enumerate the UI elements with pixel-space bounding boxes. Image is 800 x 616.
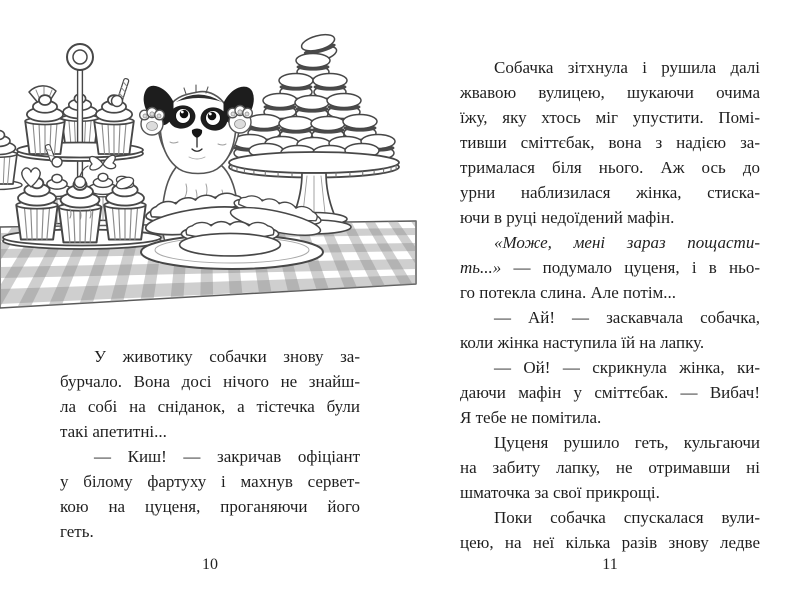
hotdog-plate bbox=[141, 189, 325, 269]
text-line bbox=[460, 205, 760, 230]
text-run: трималася біля нього. Аж ось до bbox=[460, 158, 760, 177]
text-run: цею, на неї кілька разів знову ледве bbox=[460, 533, 760, 552]
page-number-left: 10 bbox=[202, 556, 218, 573]
text-line bbox=[60, 469, 360, 494]
text-line bbox=[460, 380, 760, 405]
text-line bbox=[460, 530, 760, 555]
text-run: Я тебе не помітила. bbox=[460, 408, 602, 427]
text-line bbox=[460, 280, 760, 305]
hotdog bbox=[180, 222, 281, 256]
text-line bbox=[60, 394, 360, 419]
text-run: — Киш! — закричав офіціант bbox=[94, 447, 360, 466]
text-line bbox=[460, 330, 760, 355]
text-run: го потекла слина. Але потім... bbox=[460, 283, 677, 302]
text-line bbox=[460, 55, 760, 80]
text-run: жвавою вулицею, шукаючи очима bbox=[460, 83, 760, 102]
book-illustration bbox=[0, 6, 418, 312]
text-run: ла собі на сніданок, а тістечка були bbox=[60, 397, 360, 416]
text-line bbox=[460, 230, 760, 255]
text-line bbox=[60, 419, 360, 444]
text-run: шматочка за свої прикрощі. bbox=[460, 483, 660, 502]
text-run: Собачка зітхнула і рушила далі bbox=[494, 58, 760, 77]
text-run: на забиту лапку, не отримавши ні bbox=[460, 458, 760, 477]
text-line bbox=[60, 494, 360, 519]
text-run: коли жінка наступила їй на лапку. bbox=[460, 333, 705, 352]
text-line bbox=[460, 105, 760, 130]
text-line bbox=[60, 519, 360, 544]
text-line bbox=[460, 355, 760, 380]
text-run: даючи мафін у сміттєбак. — Вибач! bbox=[460, 383, 760, 402]
text-line bbox=[460, 505, 760, 530]
text-line bbox=[460, 405, 760, 430]
text-run: — Ай! — заскавчала собачка, bbox=[494, 308, 760, 327]
cherry bbox=[52, 157, 62, 167]
text-line bbox=[60, 369, 360, 394]
text-run: — подумало цуценя, і в ньо- bbox=[501, 258, 760, 277]
cupcake bbox=[25, 95, 65, 154]
text-run: кою на цуценя, проганяючи його bbox=[60, 497, 360, 516]
text-run: У животику собачки знову за- bbox=[94, 347, 360, 366]
text-line bbox=[460, 430, 760, 455]
text-line bbox=[460, 480, 760, 505]
italic-text-run: «Може, мені зараз пощасти- bbox=[494, 233, 760, 252]
candy-ball bbox=[112, 96, 123, 107]
text-line bbox=[460, 80, 760, 105]
cupcake-partial bbox=[0, 131, 17, 185]
cupcake-stand bbox=[0, 44, 161, 249]
cherry bbox=[75, 177, 86, 188]
text-line bbox=[460, 455, 760, 480]
text-line bbox=[460, 255, 760, 280]
text-run: Поки собачка спускалася вули- bbox=[494, 508, 760, 527]
text-run: такі апетитні... bbox=[60, 422, 167, 441]
text-line bbox=[460, 130, 760, 155]
text-line bbox=[460, 305, 760, 330]
page-number-right: 11 bbox=[602, 556, 618, 573]
text-run: геть. bbox=[60, 522, 94, 541]
text-run: у білому фартуху і махнув сервет- bbox=[60, 472, 360, 491]
left-page-text bbox=[60, 344, 360, 544]
text-line bbox=[460, 180, 760, 205]
cake-stand-plate bbox=[229, 152, 399, 173]
text-run: ючи в руці недоїдений мафін. bbox=[460, 208, 675, 227]
text-line bbox=[60, 444, 360, 469]
text-run: бурчало. Вона досі нічого не знайш- bbox=[60, 372, 360, 391]
text-run: — Ой! — скрикнула жінка, ки- bbox=[494, 358, 760, 377]
text-run: Цуценя рушило геть, кульгаючи bbox=[494, 433, 760, 452]
text-run: урни наблизилася жінка, стиска- bbox=[460, 183, 760, 202]
text-line bbox=[460, 155, 760, 180]
italic-text-run: ть...» bbox=[460, 258, 502, 277]
text-run: тивши сміттєбак, вона з надією за- bbox=[460, 133, 760, 152]
right-page-text bbox=[460, 55, 760, 555]
text-run: їжу, яку хтось міг упустити. Помі- bbox=[460, 108, 760, 127]
text-line bbox=[60, 344, 360, 369]
